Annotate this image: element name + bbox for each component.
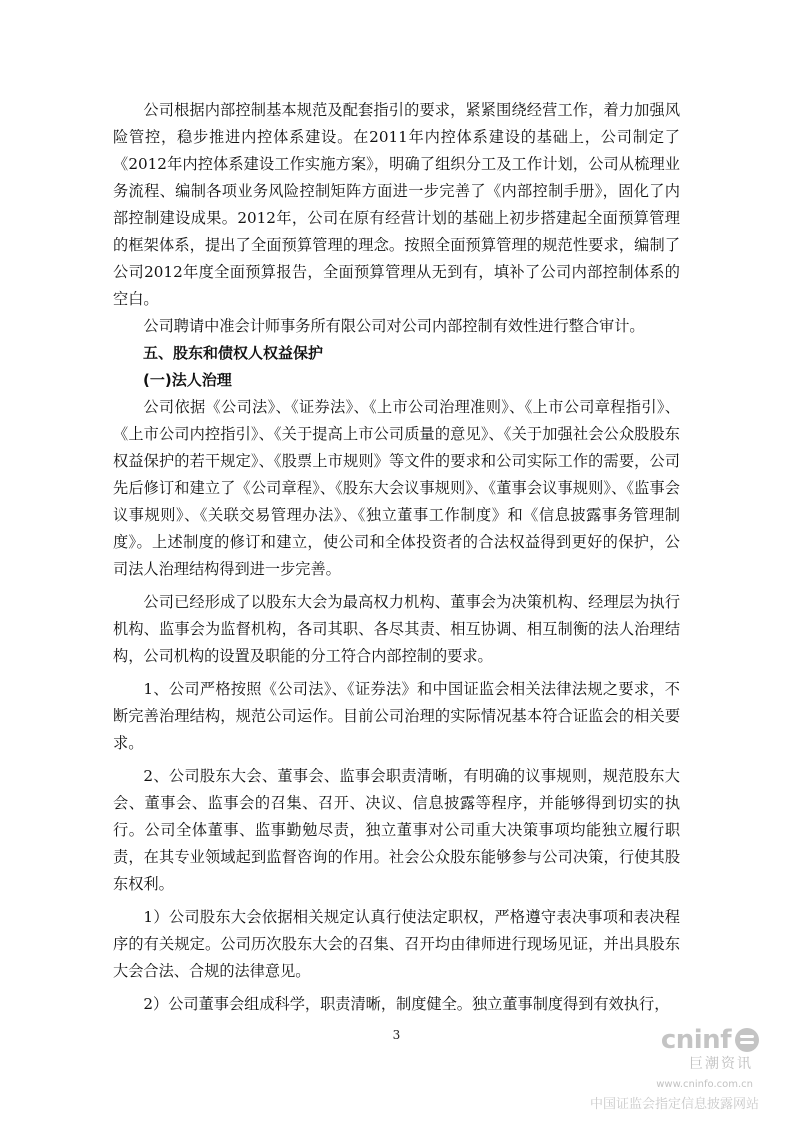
- subsection-heading: (一)法人治理: [143, 371, 232, 389]
- section-heading: 五、股东和债权人权益保护: [143, 344, 324, 362]
- paragraph-internal-control: 公司根据内部控制基本规范及配套指引的要求，紧紧围绕经营工作，着力加强风险管控，稳步推进内控体系建设。在2011年内控体系建设的基础上，公司制定了《2012年内控体系建设工作实施方案》，明确了组织分工及工作计划，公司从梳理业务流程、编制各项业务风险控制矩阵方面进一步完善了《内部控制手册》，固化了内部控制建设成果。2012年，公司在原有经营计划的基础上初步搭建起全面预算管理的框架体系，提出了全面预算管理的理念。按照全面预算管理的规范性要求，编制了公司2012年度全面预算报告，全面预算管理从无到有，填补了公司内部控制体系的空白。: [113, 101, 680, 308]
- paragraph-subitem-1: 1）公司股东大会依据相关规定认真行使法定职权，严格遵守表决事项和表决程序的有关规定。公司历次股东大会的召集、召开均由律师进行现场见证，并出具股东大会合法、合规的法律意见。: [113, 908, 680, 980]
- paragraph-audit: 公司聘请中准会计师事务所有限公司对公司内部控制有效性进行整合审计。: [143, 317, 645, 335]
- watermark-url: www.cninfo.com.cn: [656, 1079, 753, 1090]
- paragraph-item-2: 2、公司股东大会、董事会、监事会职责清晰，有明确的议事规则，规范股东大会、董事会、监事会的召集、召开、决议、信息披露等程序，并能够得到切实的执行。公司全体董事、监事勤勉尽责，独立董事对公司重大决策事项均能独立履行职责，在其专业领域起到监督咨询的作用。社会公众股东能够参与公司决策，行使其股东权利。: [113, 767, 680, 893]
- page-number: 3: [392, 1028, 401, 1042]
- watermark-brand: cninf: [660, 1025, 731, 1055]
- cninfo-watermark: [579, 1025, 759, 1115]
- cninfo-logo-icon: [735, 1028, 759, 1052]
- paragraph-item-1: 1、公司严格按照《公司法》、《证券法》和中国证监会相关法律法规之要求，不断完善治理结构，规范公司运作。目前公司治理的实际情况基本符合证监会的相关要求。: [113, 680, 680, 752]
- watermark-logo: [661, 1025, 759, 1055]
- paragraph-subitem-2: 2）公司董事会组成科学，职责清晰，制度健全。独立董事制度得到有效执行，: [143, 995, 670, 1013]
- watermark-slogan: 中国证监会指定信息披露网站: [589, 1097, 759, 1112]
- paragraph-governance-structure: 公司已经形成了以股东大会为最高权力机构、董事会为决策机构、经理层为执行机构、监事会为监督机构，各司其职、各尽其责、相互协调、相互制衡的法人治理结构，公司机构的设置及职能的分工符合内部控制的要求。: [113, 593, 680, 665]
- watermark-brand-cn: 巨潮资讯: [689, 1056, 753, 1072]
- paragraph-regulations: 公司依据《公司法》、《证券法》、《上市公司治理准则》、《上市公司章程指引》、《上市公司内控指引》、《关于提高上市公司质量的意见》、《关于加强社会公众股股东权益保护的若干规定》、《股票上市规则》等文件的要求和公司实际工作的需要，公司先后修订和建立了《公司章程》、《股东大会议事规则》、《董事会议事规则》、《监事会议事规则》、《关联交易管理办法》、《独立董事工作制度》和《信息披露事务管理制度》。上述制度的修订和建立，使公司和全体投资者的合法权益得到更好的保护，公司法人治理结构得到进一步完善。: [113, 398, 680, 578]
- document-body: [113, 97, 680, 1018]
